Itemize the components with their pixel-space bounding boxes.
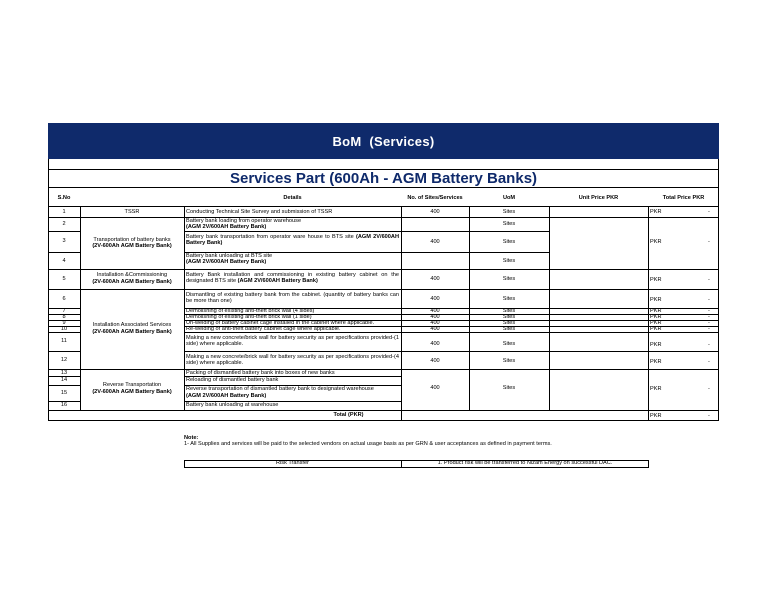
row-details: Battery bank unloading at BTS site xyxy=(186,253,273,259)
row-amount: - xyxy=(708,209,710,215)
row-details: Reverse transportation of dismantled battery bank to designated warehouse xyxy=(186,386,374,392)
row-currency: PKR xyxy=(650,209,662,215)
row-sno: 8 xyxy=(62,314,66,320)
row-amount: - xyxy=(708,326,710,332)
header-sno: S.No xyxy=(57,195,71,201)
row-uom: Sites xyxy=(502,326,516,332)
row-sites: 400 xyxy=(430,385,440,391)
row-line xyxy=(48,269,719,270)
row-details: Dismantling of existing battery bank from the cabinet. (quantity of battery banks can be more than one) xyxy=(186,292,399,305)
row-uom: Sites xyxy=(502,221,516,227)
total-currency: PKR xyxy=(650,413,662,419)
row-uom: Sites xyxy=(502,358,516,364)
header-sites: No. of Sites/Services xyxy=(407,195,463,201)
row-details: Battery bank loading from operator warehouse xyxy=(186,218,302,224)
row-uom: Sites xyxy=(502,258,516,264)
group-label-sub: (2V-600Ah AGM Battery Bank) xyxy=(92,279,172,285)
row-uom: Sites xyxy=(502,209,516,215)
row-details-bold: (AGM 2V/600AH Battery Bank) xyxy=(186,224,267,230)
row-sno: 1 xyxy=(62,209,66,215)
row-line xyxy=(184,351,719,352)
row-currency: PKR xyxy=(650,326,662,332)
row-sites: 400 xyxy=(430,209,440,215)
row-sno: 2 xyxy=(62,221,66,227)
row-sites: 400 xyxy=(430,358,440,364)
row-line xyxy=(48,231,80,232)
row-line xyxy=(48,252,80,253)
row-currency: PKR xyxy=(650,359,662,365)
row-currency: PKR xyxy=(650,297,662,303)
row-currency: PKR xyxy=(650,342,662,348)
row-line xyxy=(48,217,719,218)
row-sno: 13 xyxy=(60,370,68,376)
row-uom: Sites xyxy=(502,276,516,282)
row-amount: - xyxy=(708,314,710,320)
group-label-sub: (2V-600Ah AGM Battery Bank) xyxy=(92,389,172,395)
total-label: Total (PKR) xyxy=(333,412,364,418)
note-text: 1- All Supplies and services will be paid to the selected vendors on actual usage basis as per GRN & user acceptances as defined in payment terms. xyxy=(184,441,552,447)
row-sites: 400 xyxy=(430,320,440,326)
row-currency: PKR xyxy=(650,386,662,392)
row-sno: 11 xyxy=(61,338,67,344)
row-sites: 400 xyxy=(430,296,440,302)
row-currency: PKR xyxy=(650,308,662,314)
spacer-row xyxy=(48,159,719,169)
row-details-bold: (AGM 2V/600AH Battery Bank) xyxy=(237,278,318,285)
row-line xyxy=(48,351,80,352)
row-sno: 14 xyxy=(60,377,68,383)
group-label: TSSR xyxy=(124,209,140,215)
row-details xyxy=(186,234,399,247)
row-line xyxy=(48,206,719,207)
row-details-text: Battery Bank installation and commissioning in existing battery cabinet on the designated BTS site xyxy=(186,272,399,285)
row-uom: Sites xyxy=(502,314,516,320)
row-currency: PKR xyxy=(650,314,662,320)
row-sno: 9 xyxy=(62,320,66,326)
row-amount: - xyxy=(708,320,710,326)
row-sites: 400 xyxy=(430,341,440,347)
total-amount: - xyxy=(708,413,710,419)
row-sno: 4 xyxy=(62,258,66,264)
row-line xyxy=(48,289,719,290)
group-label: Reverse Transportation xyxy=(102,382,162,388)
row-amount: - xyxy=(708,297,710,303)
row-uom: Sites xyxy=(502,296,516,302)
row-amount: - xyxy=(708,308,710,314)
row-details-bold: (AGM 2V/600AH Battery Bank) xyxy=(186,259,267,265)
row-amount: - xyxy=(708,359,710,365)
group-label-sub: (2V-600Ah AGM Battery Bank) xyxy=(92,243,172,249)
row-uom: Sites xyxy=(502,341,516,347)
row-amount: - xyxy=(708,342,710,348)
subtitle: Services Part (600Ah - AGM Battery Banks) xyxy=(229,170,538,187)
row-details xyxy=(186,272,399,285)
row-currency: PKR xyxy=(650,320,662,326)
row-sno: 16 xyxy=(60,402,68,408)
row-uom: Sites xyxy=(502,239,516,245)
row-details-text: Battery bank transportation from operator ware house to BTS site xyxy=(186,234,354,240)
row-sno: 5 xyxy=(62,276,66,282)
group-label-sub: (2V-600Ah AGM Battery Bank) xyxy=(92,329,172,335)
row-details: Conducting Technical Site Survey and submission of TSSR xyxy=(186,209,333,215)
header-uom: UoM xyxy=(502,195,516,201)
row-line xyxy=(48,385,80,386)
row-details: Packing of dismantled battery bank into boxes of new banks xyxy=(186,370,335,376)
row-amount: - xyxy=(708,386,710,392)
row-sno: 12 xyxy=(60,357,68,363)
row-line xyxy=(184,231,549,232)
risk-text: 1. Product risk will be transferred to Nizam Energy on successful DAC. xyxy=(437,460,613,466)
row-sites: 400 xyxy=(430,308,440,314)
row-sno: 7 xyxy=(62,308,66,314)
row-amount: - xyxy=(708,277,710,283)
row-details: Un-welding of battery cabinet cage installed in the cabinet where applicable. xyxy=(186,320,375,326)
row-amount: - xyxy=(708,239,710,245)
risk-label: Risk Transfer xyxy=(276,460,309,466)
row-sites: 400 xyxy=(430,314,440,320)
row-details: Battery bank unloading at warehouse xyxy=(186,402,279,408)
row-uom: Sites xyxy=(502,320,516,326)
header-details: Details xyxy=(283,195,302,201)
row-details: Demolishing of existing anti-theft brick wall (4 sides) xyxy=(186,308,315,314)
row-currency: PKR xyxy=(650,277,662,283)
row-details: Making a new concrete/brick wall for battery security as per specifications provided-(1 side) where applicable. xyxy=(186,335,399,348)
row-sno: 6 xyxy=(62,296,66,302)
row-sno: 3 xyxy=(62,238,66,244)
row-sites: 400 xyxy=(430,326,440,332)
group-label: Installation &Commissioning xyxy=(96,272,168,278)
header-total-price: Total Price PKR xyxy=(662,195,705,201)
row-details: Making a new concrete/brick wall for battery security as per specifications provided-(4 side) where applicable. xyxy=(186,354,399,367)
row-sites: 400 xyxy=(430,239,440,245)
row-details: Reloading of dismantled battery bank xyxy=(186,377,279,383)
row-details-bold: (AGM 2V/600AH Battery Bank) xyxy=(186,234,399,247)
row-sites: 400 xyxy=(430,276,440,282)
note-heading: Note: xyxy=(184,435,199,441)
row-details: Demolishing of existing anti-theft brick wall (1 side) xyxy=(186,314,312,320)
group-label: Transportation of battery banks xyxy=(93,237,171,243)
row-sno: 15 xyxy=(60,390,68,396)
row-currency: PKR xyxy=(650,239,662,245)
row-sno: 10 xyxy=(60,326,68,332)
row-uom: Sites xyxy=(502,385,516,391)
title: BoM (Services) xyxy=(332,134,435,149)
row-line xyxy=(48,369,719,370)
row-line xyxy=(48,410,719,411)
row-uom: Sites xyxy=(502,308,516,314)
row-details-bold: (AGM 2V/600AH Battery Bank) xyxy=(186,393,267,399)
header-unit-price: Unit Price PKR xyxy=(578,195,619,201)
group-label: Installation Associated Services xyxy=(92,322,172,328)
row-details: Re-welding of anti-theft battery cabinet cage where applicable. xyxy=(186,326,341,332)
